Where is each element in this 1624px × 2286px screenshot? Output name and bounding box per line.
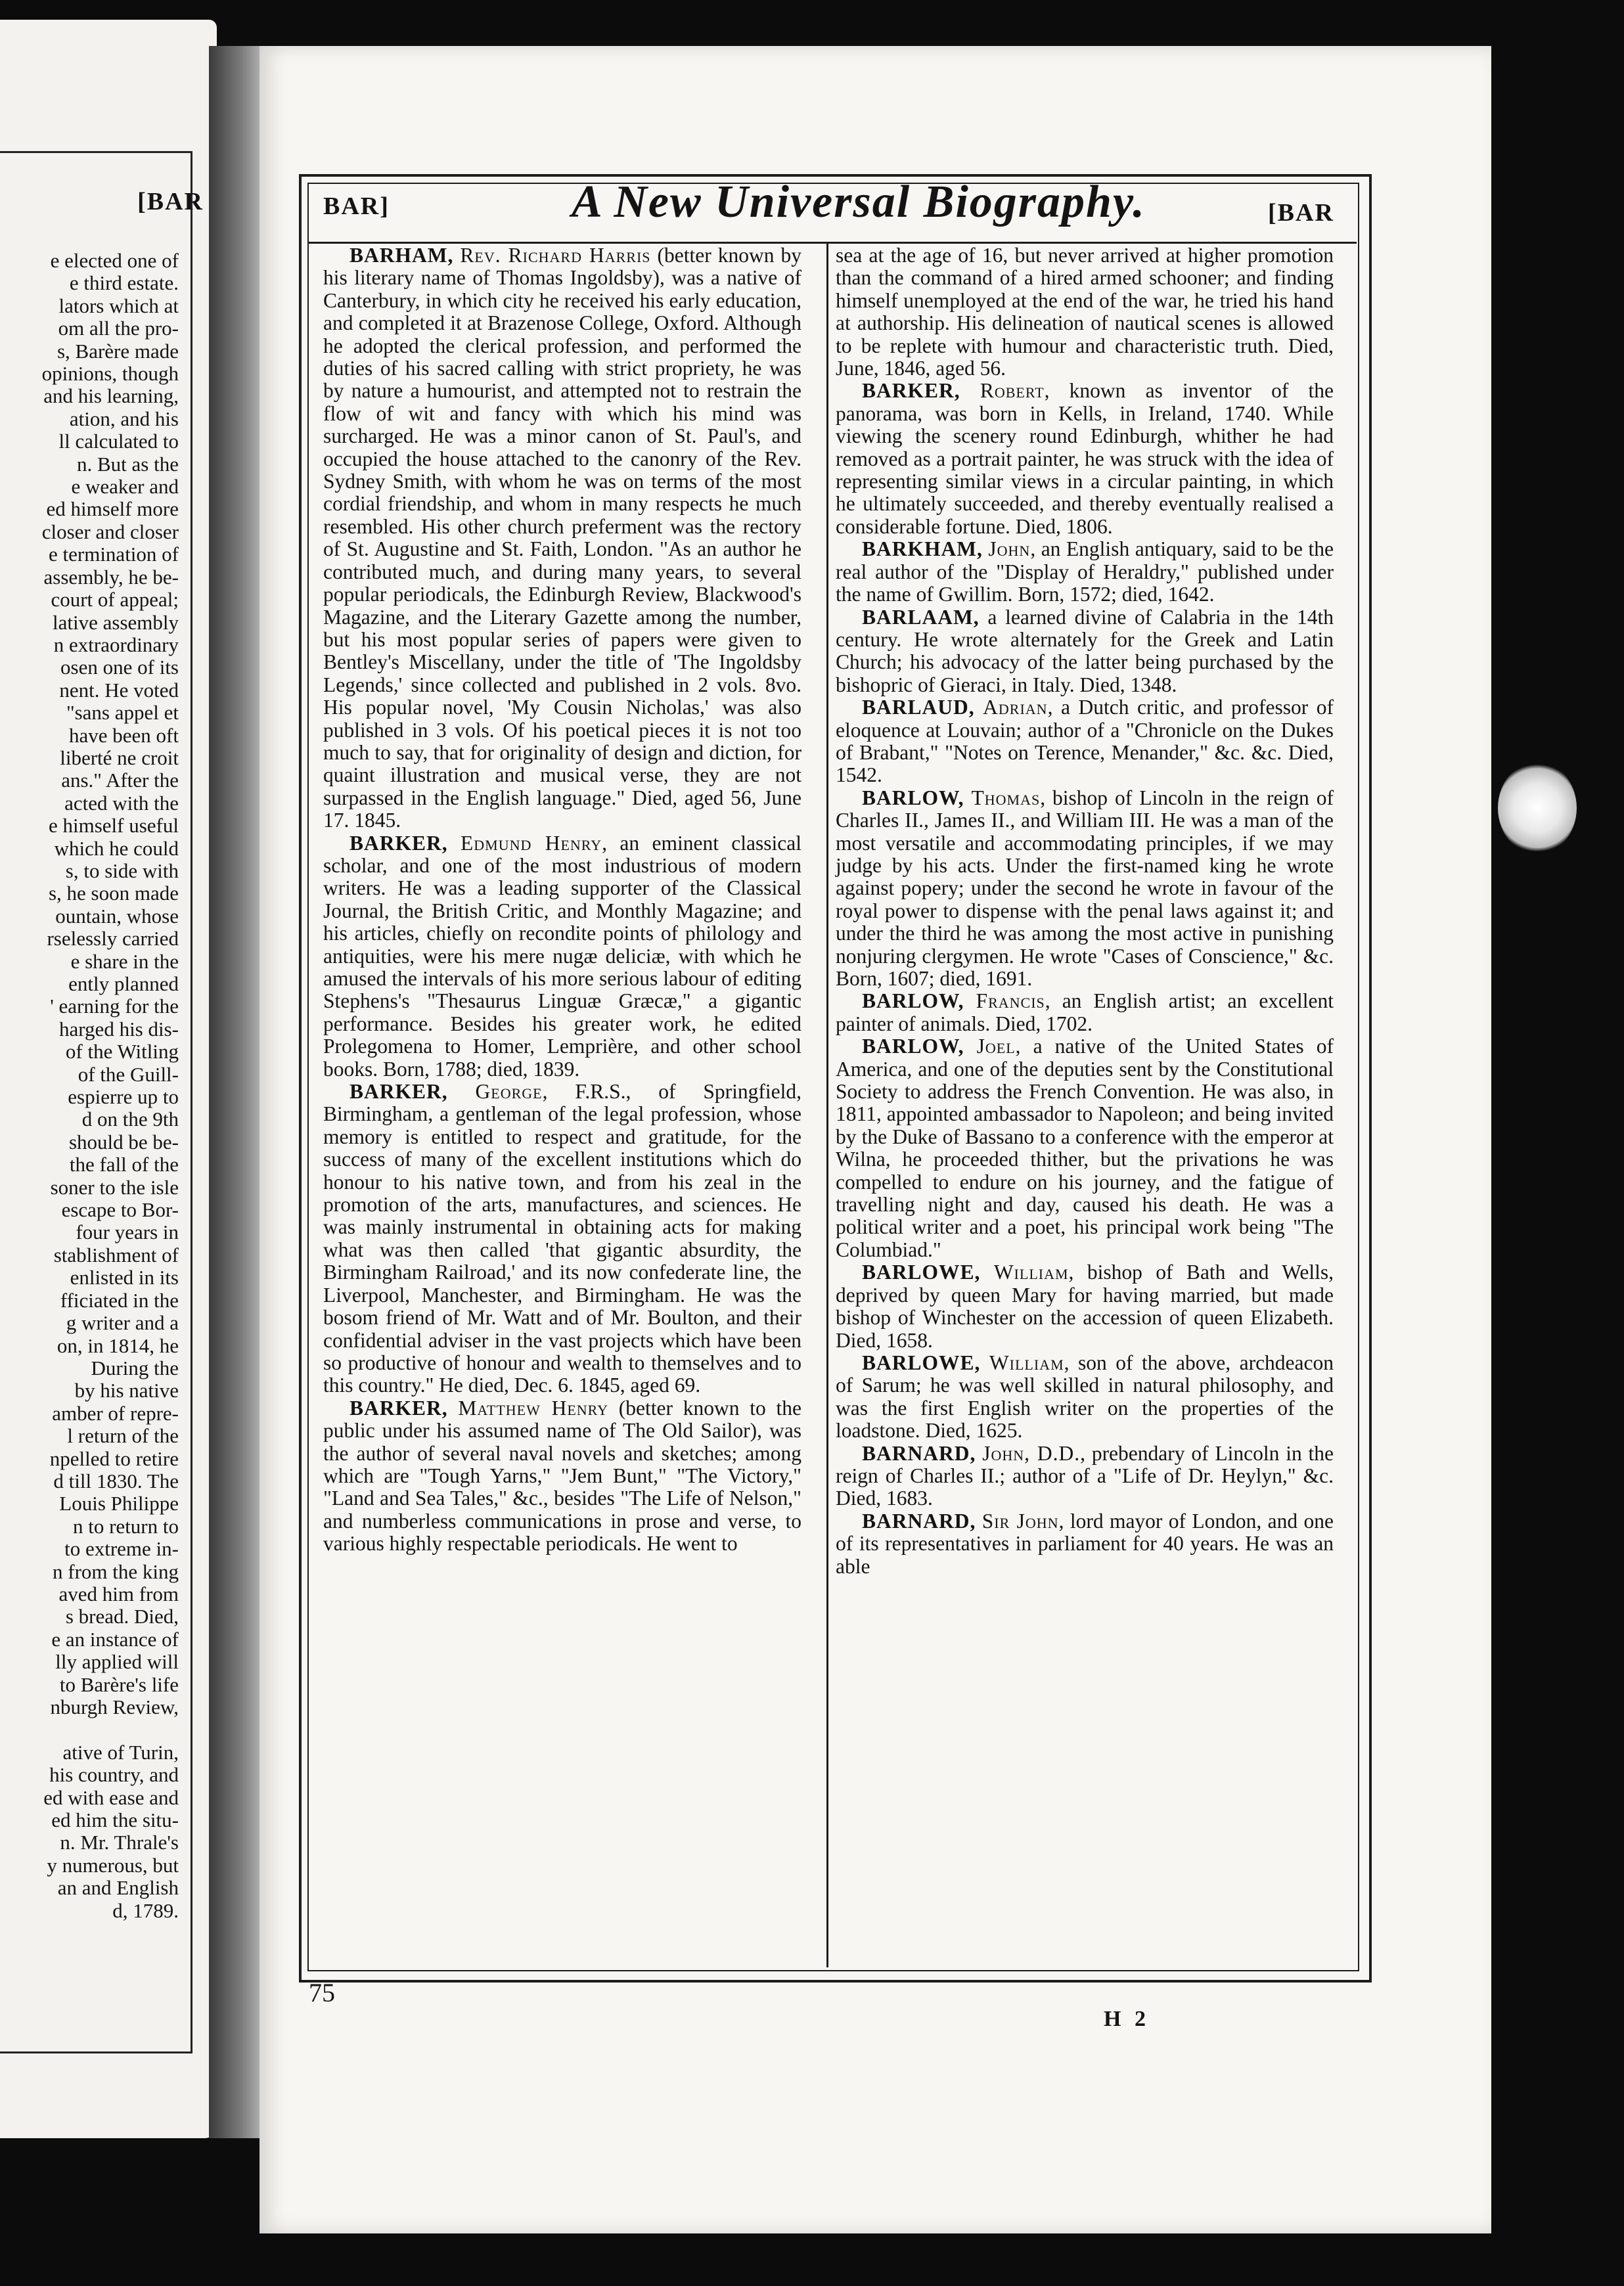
entry-forename: Sir John xyxy=(981,1509,1059,1533)
entry-forename: John xyxy=(988,537,1031,561)
left-page-line: e himself useful xyxy=(48,815,179,838)
left-page-line: s, Barère made xyxy=(56,340,179,363)
column-right xyxy=(836,244,1334,1578)
left-page-line: During the xyxy=(91,1356,179,1379)
entry-surname: BARLOW, xyxy=(862,786,964,809)
entry-text: , known as inventor of the panorama, was born in Kells, in Ireland, 1740. While viewing the scenery round Edinburgh, whither he had removed as a portrait painter, he was struck with the idea of representing similar views in a circular painting, in which he ultimately succeeded, and thereby eventually realised a considerable fortune. Died, 1806. xyxy=(836,379,1334,538)
biography-entry xyxy=(836,990,1334,1035)
entry-text: (better known by his literary name of Thomas Ingoldsby), was a native of Canterbury, in which city he received his early education, and completed it at Brazenose College, Oxford. Although he adopted the clerical profession, and performed the duties of his sacred calling with strict propriety, he was by nature a humourist, and attempted not to restrain the flow of wit and fancy with which his mind was surcharged. He was a minor canon of St. Paul's, and occupied the house attached to the canonry of the Rev. Sydney Smith, with whom he was on terms of the most cordial friendship, and whom in many respects he much resembled. His other church preferment was the rectory of St. Augustine and St. Faith, London. "As an author he contributed much, and during many years, to several popular periodicals, the Edinburgh Review, Blackwood's Magazine, and the Literary Gazette among the number, but his most popular series of papers were given to Bentley's Miscellany, under the title of 'The Ingoldsby Legends,' since collected and published in 2 vols. 8vo. His popular novel, 'My Cousin Nicholas,' was also published in 3 vols. Of his poetical pieces it is not too much to say, that for originality of design and diction, for quaint illustration and musical verse, they are not surpassed in the English language." Died, aged 56, June 17. 1845. xyxy=(323,244,801,832)
left-page-line: n. But as the xyxy=(77,453,179,476)
left-page-line: e an instance of xyxy=(51,1628,179,1651)
left-page-line: e share in the xyxy=(70,950,179,973)
left-page-line: "sans appel et xyxy=(66,702,179,725)
entry-forename: Francis xyxy=(976,989,1045,1013)
left-page-line: which he could xyxy=(54,837,179,860)
entry-forename: John, D.D. xyxy=(982,1441,1081,1465)
left-page-line: Louis Philippe xyxy=(59,1492,179,1515)
left-page-line: om all the pro- xyxy=(58,317,179,340)
left-page-line: fficiated in the xyxy=(60,1289,179,1312)
left-page-line: l return of the xyxy=(67,1425,179,1448)
left-page-line: ed with ease and xyxy=(43,1786,179,1809)
entry-surname: BARKER, xyxy=(862,379,960,403)
left-page-line: ans." After the xyxy=(61,769,179,792)
entry-surname: BARLOW, xyxy=(862,989,964,1013)
left-page-line: ently planned xyxy=(68,973,179,995)
entry-forename: Adrian xyxy=(983,696,1048,719)
biography-entry xyxy=(836,606,1334,697)
left-page-line: escape to Bor- xyxy=(61,1199,179,1222)
column-left xyxy=(323,244,801,1556)
left-facing-page xyxy=(0,20,217,2138)
left-page-line: e elected one of xyxy=(50,250,179,272)
left-page-line: y numerous, but xyxy=(47,1854,179,1877)
left-page-line: the fall of the xyxy=(69,1154,179,1177)
left-page-line: amber of repre- xyxy=(52,1402,179,1425)
entry-surname: BARNARD, xyxy=(862,1441,976,1465)
left-page-line: d till 1830. The xyxy=(53,1469,179,1492)
entry-text: , a native of the United States of America, and one of the deputies sent by the Constitutional Society to address the French Convention. He was also, in 1811, appointed ambassador to Napoleon; and being invited by the Duke of Bassano to a conference with the emperor at Wilna, he proceeded thither, but the privations he was compelled to endure on his journey, and the fatigue of travelling night and day, caused his death. He was a political writer and a poet, his principal work being "The Columbiad." xyxy=(836,1035,1334,1261)
entry-forename: Joel xyxy=(976,1035,1016,1058)
left-page-line: aved him from xyxy=(58,1582,179,1605)
left-page-line: ' earning for the xyxy=(50,995,179,1018)
entry-text: (better known to the public under his assumed name of The Old Sailor), was the author of several naval novels and sketches; among which are "Tough Yarns," "Jem Bunt," "The Victory," "Land and Sea Tales," &c., besides "The Life of Nelson," and numberless communications in prose and verse, to various highly respectable periodicals. He went to xyxy=(323,1396,801,1556)
left-page-line: an and English xyxy=(57,1877,179,1900)
left-page-line: lators which at xyxy=(58,294,179,317)
left-page-line: ed himself more xyxy=(46,498,179,521)
left-page-line: should be be- xyxy=(68,1131,179,1154)
biography-entry xyxy=(836,538,1334,606)
entry-surname: BARLAAM, xyxy=(862,605,980,629)
column-divider xyxy=(826,243,828,1967)
left-page-line: nburgh Review, xyxy=(50,1696,179,1718)
left-page-line: to extreme in- xyxy=(64,1538,179,1561)
running-head-left: BAR] xyxy=(323,192,390,220)
left-page-line: soner to the isle xyxy=(50,1176,179,1199)
left-page-line: npelled to retire xyxy=(49,1447,179,1470)
biography-entry xyxy=(323,1397,801,1556)
left-page-line: ed him the situ- xyxy=(51,1809,179,1832)
entry-forename: Edmund Henry xyxy=(461,831,602,855)
left-page-line: osen one of its xyxy=(60,656,179,679)
biography-entry xyxy=(836,1510,1334,1578)
page-number: 75 xyxy=(309,1978,335,2007)
biography-entry xyxy=(836,1352,1334,1443)
entry-surname: BARLOW, xyxy=(862,1035,964,1058)
left-page-line: s, he soon made xyxy=(48,882,179,905)
left-page-line xyxy=(0,1718,179,1741)
entry-text: , an English artist; an excellent painter of animals. Died, 1702. xyxy=(836,989,1334,1035)
left-page-line: rselessly carried xyxy=(47,928,179,951)
biography-entry xyxy=(323,244,801,832)
paper-stain xyxy=(1498,762,1577,854)
biography-entry xyxy=(836,787,1334,991)
entry-text: , bishop of Bath and Wells, deprived by queen Mary for having married, but made bishop of Winchester on the accession of queen Elizabeth. Died, 1658. xyxy=(836,1261,1334,1352)
left-page-line: by his native xyxy=(74,1379,179,1402)
signature-mark: H 2 xyxy=(1104,2007,1150,2031)
biography-entry xyxy=(836,244,1334,380)
entry-forename: William xyxy=(993,1261,1069,1284)
left-page-line: on, in 1814, he xyxy=(56,1334,179,1357)
left-page-line: nent. He voted xyxy=(59,679,179,702)
left-page-line: of the Witling xyxy=(65,1041,179,1064)
left-page-line: e third estate. xyxy=(69,272,179,295)
left-page-line: ountain, whose xyxy=(55,905,179,928)
entry-surname: BARKER, xyxy=(350,1080,448,1104)
left-page-line: ll calculated to xyxy=(58,430,179,453)
left-page-line: and his learning, xyxy=(43,385,179,408)
entry-forename: William xyxy=(989,1351,1064,1374)
left-page-line: court of appeal; xyxy=(51,589,179,612)
entry-forename: George xyxy=(475,1080,543,1104)
entry-forename: Robert xyxy=(980,379,1045,403)
left-page-line: enlisted in its xyxy=(70,1266,179,1289)
entry-surname: BARHAM, xyxy=(350,244,454,267)
entry-text: sea at the age of 16, but never arrived at higher promotion than the command of a hired armed schooner; and finding himself unemployed at the end of the war, he tried his hand at authorship. His delineation of nautical scenes is allowed to be replete with humour and characteristic truth. Died, June, 1846, aged 56. xyxy=(836,244,1334,380)
left-page-line: ative of Turin, xyxy=(62,1741,179,1764)
entry-text: , son of the above, archdeacon of Sarum; he was well skilled in natural philosophy, and was the first English writer on the properties of the loadstone. Died, 1625. xyxy=(836,1351,1334,1443)
left-page-line: espierre up to xyxy=(68,1086,179,1109)
entry-text: , F.R.S., of Springfield, Birmingham, a gentleman of the legal profession, whose memory is entitled to respect and gratitude, for the success of many of the excellent institutions which do honour to his native town, and from his zeal in the promotion of the arts, manufactures, and sciences. He was mainly instrumental in obtaining acts for making what was then called 'that gigantic absurdity, the Birmingham Railroad,' and its now confederate line, the Liverpool, Manchester, and Birmingham. He was the bosom friend of Mr. Watt and of Mr. Boulton, and their confidential adviser in the vast projects which have been so productive of honour and wealth to themselves and to this country." He died, Dec. 6. 1845, aged 69. xyxy=(323,1080,802,1397)
left-page-line: opinions, though xyxy=(41,363,179,386)
left-page-line: d, 1789. xyxy=(112,1899,179,1922)
entry-text: a learned divine of Calabria in the 14th century. He wrote alternately for the Greek and Latin Church; his advocacy of the latter being purchased by the bishopric of Gieraci, in Italy. Died, 1348. xyxy=(836,605,1334,696)
entry-text: , an eminent classical scholar, and one of the most industrious of modern writers. He was a leading supporter of the Classical Journal, the British Critic, and Monthly Magazine; and his articles, chiefly on recondite points of philology and antiquities, were his mere nugæ deliciæ, with which he amused the intervals of his more serious labour of editing Stephens's "Thesaurus Linguæ Græcæ," a gigantic performance. Besides his greater work, he edited Prolegomena to Homer, Lemprière, and other school books. Born, 1788; died, 1839. xyxy=(323,831,801,1081)
entry-text: , prebendary of Lincoln in the reign of Charles II.; author of a "Life of Dr. Heylyn," &c. Died, 1683. xyxy=(836,1441,1334,1510)
biography-entry xyxy=(323,832,801,1081)
left-page-header: [BAR xyxy=(137,188,204,215)
left-page-line: lly applied will xyxy=(55,1651,179,1674)
biography-entry xyxy=(836,1443,1334,1510)
entry-surname: BARKER, xyxy=(350,1396,448,1420)
entry-text: , bishop of Lincoln in the reign of Charles II., James II., and William III. He was a man of the most versatile and accommodating principles, if we may judge by his acts. Under the first-named king he wrote against popery; under the second he wrote in favour of the royal power to dispense with the penal laws against it; and under the third he was among the most active in punishing nonjuring clergymen. He wrote "Cases of Conscience," &c. Born, 1607; died, 1691. xyxy=(836,786,1334,990)
left-page-line: four years in xyxy=(76,1221,179,1244)
left-page-line: d on the 9th xyxy=(81,1108,179,1131)
running-head-right: [BAR xyxy=(1268,199,1334,227)
left-page-line: stablishment of xyxy=(53,1244,179,1266)
biography-entry xyxy=(323,1081,801,1397)
entry-surname: BARLOWE, xyxy=(862,1261,981,1284)
biography-entry xyxy=(836,1035,1334,1261)
left-page-text xyxy=(0,250,179,1922)
left-page-line: acted with the xyxy=(64,792,179,815)
left-page-line: have been oft xyxy=(69,724,179,747)
left-page-line: n. Mr. Thrale's xyxy=(60,1831,179,1854)
entry-surname: BARKER, xyxy=(350,831,448,855)
left-page-line: s, to side with xyxy=(65,859,179,882)
entry-surname: BARKHAM, xyxy=(862,537,983,561)
entry-forename: Matthew Henry xyxy=(458,1396,609,1420)
left-page-line: e weaker and xyxy=(71,476,179,499)
biography-entry xyxy=(836,696,1334,787)
entry-surname: BARLAUD, xyxy=(862,696,975,719)
left-page-line: his country, and xyxy=(49,1764,179,1787)
entry-text: , an English antiquary, said to be the real author of the "Display of Heraldry," published under the name of Gwillim. Born, 1572; died, 1642. xyxy=(836,537,1334,606)
left-page-line: closer and closer xyxy=(41,520,179,543)
left-page-line: assembly, he be- xyxy=(43,566,179,589)
left-page-line: lative assembly xyxy=(53,611,179,634)
left-page-line: n from the king xyxy=(53,1560,179,1583)
entry-text: , a Dutch critic, and professor of eloquence at Louvain; author of a "Chronicle on the Dukes of Brabant," "Notes on Terence, Menander," &c. &c. Died, 1542. xyxy=(836,696,1334,787)
left-page-line: ation, and his xyxy=(69,407,179,430)
left-page-line: s bread. Died, xyxy=(65,1605,179,1628)
left-page-line: e termination of xyxy=(49,543,179,566)
entry-surname: BARNARD, xyxy=(862,1509,976,1533)
entry-forename: Rev. Richard Harris xyxy=(460,244,651,267)
left-page-line: to Barère's life xyxy=(59,1673,179,1696)
left-page-line: of the Guill- xyxy=(78,1063,179,1086)
left-page-line: harged his dis- xyxy=(59,1018,179,1041)
biography-entry xyxy=(836,1261,1334,1352)
entry-forename: Thomas xyxy=(971,786,1041,809)
running-title: A New Universal Biography. xyxy=(572,177,1146,227)
left-page-line: liberté ne croit xyxy=(60,746,179,769)
entry-surname: BARLOWE, xyxy=(862,1351,981,1374)
left-page-line: g writer and a xyxy=(66,1312,179,1335)
entry-text: , lord mayor of London, and one of its representatives in parliament for 40 years. He was an able xyxy=(836,1509,1334,1578)
left-page-line: n extraordinary xyxy=(53,633,179,656)
biography-entry xyxy=(836,380,1334,538)
left-page-line: n to return to xyxy=(73,1515,179,1538)
